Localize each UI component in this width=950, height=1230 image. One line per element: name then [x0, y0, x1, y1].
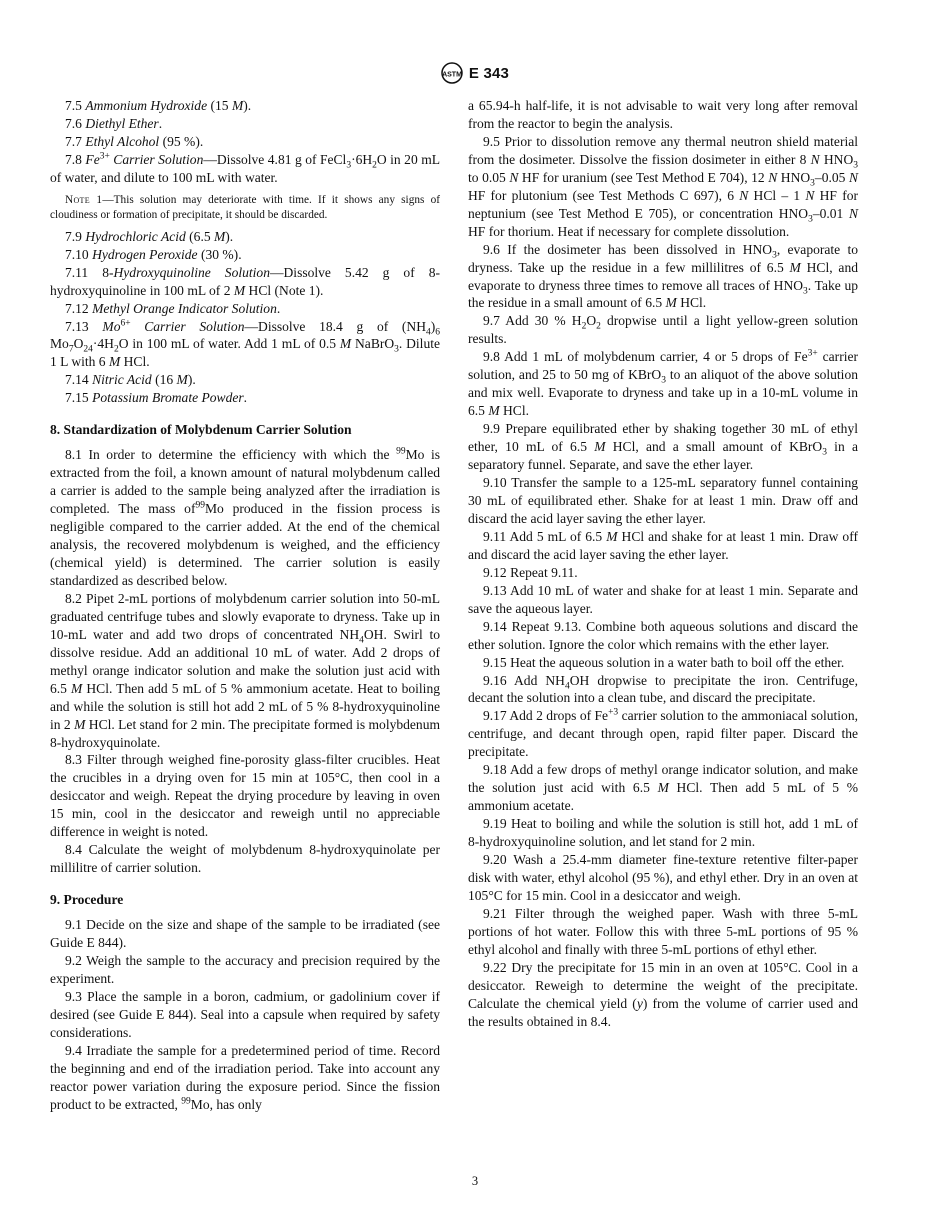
para-9-22: 9.22 Dry the precipitate for 15 min in an oven at 105°C. Cool in a desiccator. Reweigh to determine the weight of the precipitate. Calculate the chemical yield (y) from the volume of carrier used and the results obtained in 8.4.: [468, 959, 858, 1029]
para-9-4-continued: a 65.94-h half-life, it is not advisable to wait very long after removal from the reactor to begin the analysis.: [468, 98, 858, 131]
reagent-7-7: 7.7 Ethyl Alcohol (95 %).: [65, 133, 204, 149]
para-9-1: 9.1 Decide on the size and shape of the sample to be irradiated (see Guide E 844).: [50, 917, 440, 951]
para-9-13: 9.13 Add 10 mL of water and shake for at least 1 min. Separate and save the aqueous layer.: [468, 582, 858, 616]
para-8-1: 8.1 In order to determine the efficiency with which the $^{99}$Mo is extracted from the foil, a known amount of natural molybdenum called a carrier is added to the sample being analyzed after the irradiation is completed. The mass $of^{99}Mo$ produced in the fission process is negligible compared to the carrier added. At the end of the chemical analysis, the recovered molybdenum is weighed, and the efficiency (chemical yield) is determined. The carrier solution is easily standardized as described below.: [50, 446, 440, 588]
para-8-4: 8.4 Calculate the weight of molybdenum 8-hydroxyquinolate per millilitre of carrier solution.: [50, 842, 440, 876]
para-9-17: 9.17 Add 2 drops of $Fe^{+3}$ carrier solution to the ammoniacal solution, centrifuge, and decant through open, rapid filter paper. Discard the precipitate.: [468, 707, 858, 760]
para-9-11: 9.11 Add 5 mL of 6.5 M HCl and shake for at least 1 min. Draw off and discard the acid layer saving the ether layer.: [468, 528, 858, 562]
para-9-10: 9.10 Transfer the sample to a 125-mL separatory funnel containing 30 mL of equilibrated ether. Shake for at least 1 min. Draw off and discard the acid layer saving the ether layer.: [468, 475, 858, 526]
para-9-3: 9.3 Place the sample in a boron, cadmium, or gadolinium cover if desired (see Guide E 844). Seal into a capsule when required by safety considerations.: [50, 988, 440, 1040]
para-9-4: 9.4 Irradiate the sample for a predetermined period of time. Record the beginning and end of the irradiation period. Take into account any reactor power variation during the exposure period. Since the fission product to be extracted, $^{99}$Mo, has only: [50, 1042, 440, 1112]
section-8-heading: 8. Standardization of Molybdenum Carrier Solution: [50, 422, 352, 438]
para-8-3: 8.3 Filter through weighed fine-porosity glass-filter crucibles. Heat the crucibles in a drying oven for 15 min at 105°C, then cool in a desiccator and weigh. Repeat the drying procedure by leaving in oven 15 min, cool in the desiccator and reweigh until no appreciable difference in weight is noted.: [50, 752, 440, 840]
reagent-7-6: 7.6 Diethyl Ether.: [65, 115, 163, 131]
para-9-19: 9.19 Heat to boiling and while the solution is still hot, add 1 mL of 8-hydroxyquinoline solution, and let stand for 2 min.: [468, 816, 858, 850]
para-9-21: 9.21 Filter through the weighed paper. Wash with three 5-mL portions of hot water. Follow this with three 5-mL portions of 95 % ethyl alcohol and finally with three 5-mL portions of ethyl ether.: [468, 905, 858, 957]
para-9-6: 9.6 If the dosimeter has been dissolved in $HNO_3$, evaporate to dryness. Take up the residue in a few millilitres of 6.5 M HCl, and evaporate to dryness three times to remove all traces of $HNO_3$. Take up the residue in a small amount of 6.5 M HCl.: [468, 241, 859, 311]
para-9-5: 9.5 Prior to dissolution remove any thermal neutron shield material from the dosimeter. Dissolve the fission dosimeter in either 8 N $HNO_3$ to 0.05 N HF for uranium (see Test Method E 704), 12 N $HNO_3-0.05$ N HF for plutonium (see Test Methods C 697), 6 N HCl – 1 N HF for neptunium (see Test Method E 705), or concentration $HNO_3-0.01$ N HF for thorium. Heat if necessary for complete dissolution.: [468, 133, 858, 239]
para-9-16: 9.16 Add $NH_4OH$ dropwise to precipitate the iron. Centrifuge, decant the solution into a clean tube, and discard the precipitate.: [468, 672, 858, 706]
astm-logo-icon: [441, 62, 463, 84]
para-9-8: 9.8 Add 1 mL of molybdenum carrier, 4 or 5 drops of $Fe^{3+}$ carrier solution, and 25 to 50 mg of KBrO$_3$ to an aliquot of the above solution and mix well. Evaporate to dryness and take up in a 10-mL volume in 6.5 M HCl.: [468, 348, 858, 419]
reagent-7-8: 7.8 $Fe^{3+}$ Carrier Solution—Dissolve 4.81 g of $FeCl_3\cdot 6H_2O$ in 20 mL of water, and dilute to 100 mL with water.: [50, 151, 441, 185]
reagent-7-12: 7.12 Methyl Orange Indicator Solution.: [65, 300, 281, 316]
reagent-7-5: 7.5 Ammonium Hydroxide (15 M).: [65, 98, 252, 113]
section-9-heading: 9. Procedure: [50, 892, 124, 908]
reagent-7-13: 7.13 $Mo^{6+}$ Carrier Solution—Dissolve 18.4 g of $(NH_4)_6$ $Mo_7O_{24}\cdot 4H_2O$ in 100 mL of water. Add 1 mL of 0.5 M NaBrO$_3$. Dilute 1 L with 6 M HCl.: [50, 318, 441, 370]
reagent-7-10: 7.10 Hydrogen Peroxide (30 %).: [65, 246, 242, 262]
para-9-7: 9.7 Add 30 % $H_2O_2$ dropwise until a light yellow-green solution results.: [468, 313, 859, 347]
para-8-2: 8.2 Pipet 2-mL portions of molybdenum carrier solution into 50-mL graduated centrifuge tubes and slowly evaporate to dryness. Take up in 10-mL water and add two drops of concentrated $NH_4OH$. Swirl to dissolve residue. Add an additional 10 mL of water. Add 2 drops of methyl orange indicator solution and make the solution just acid with 6.5 M HCl. Then add 5 mL of 5 % ammonium acetate. Heat to boiling and while the solution is still hot add 2 mL of 5 % 8-hydroxyquinoline in 2 M HCl. Let stand for 2 min. The precipitate formed is molybdenum 8-hydroxyquinolate.: [50, 590, 440, 750]
para-9-12: 9.12 Repeat 9.11.: [483, 564, 578, 580]
svg-text:ASTM: ASTM: [441, 71, 462, 79]
para-9-2: 9.2 Weigh the sample to the accuracy and precision required by the experiment.: [50, 952, 440, 986]
para-9-20: 9.20 Wash a 25.4-mm diameter fine-texture retentive filter-paper disk with water, ethyl alcohol (95 %), and ethyl ether. Dry in an oven at 105°C for 15 min. Cool in a desiccator and weigh.: [468, 852, 858, 903]
reagent-7-15: 7.15 Potassium Bromate Powder.: [65, 390, 248, 406]
para-9-15: 9.15 Heat the aqueous solution in a water bath to boil off the ether.: [483, 654, 845, 670]
para-9-18: 9.18 Add a few drops of methyl orange indicator solution, and make the solution just acid with 6.5 M HCl. Then add 5 mL of 5 % ammonium acetate.: [468, 762, 858, 814]
reagent-7-9: 7.9 Hydrochloric Acid (6.5 M).: [65, 228, 234, 244]
para-9-9: 9.9 Prepare equilibrated ether by shaking together 30 mL of ethyl ether, 10 mL of 6.5 M HCl, and a small amount of KBrO$_3$ in a separatory funnel. Separate, and save the ether layer.: [468, 421, 858, 473]
page-header: [0, 62, 950, 84]
note-1: Note 1—This solution may deteriorate with time. If it shows any signs of cloudiness or formation of precipitate, it should be discarded.: [50, 193, 440, 221]
reagent-7-14: 7.14 Nitric Acid (16 M).: [65, 372, 196, 388]
right-column: [468, 97, 858, 1031]
para-9-14: 9.14 Repeat 9.13. Combine both aqueous solutions and discard the ether solution. Ignore the color which remains with the ether layer.: [468, 618, 858, 652]
reagent-7-11: 7.11 8-Hydroxyquinoline Solution—Dissolve 5.42 g of 8-hydroxyquinoline in 100 mL of 2 M HCl (Note 1).: [50, 264, 440, 298]
page-number: 3: [471, 1174, 479, 1188]
left-column: [50, 97, 440, 1114]
standard-designation: E 343: [468, 64, 510, 82]
